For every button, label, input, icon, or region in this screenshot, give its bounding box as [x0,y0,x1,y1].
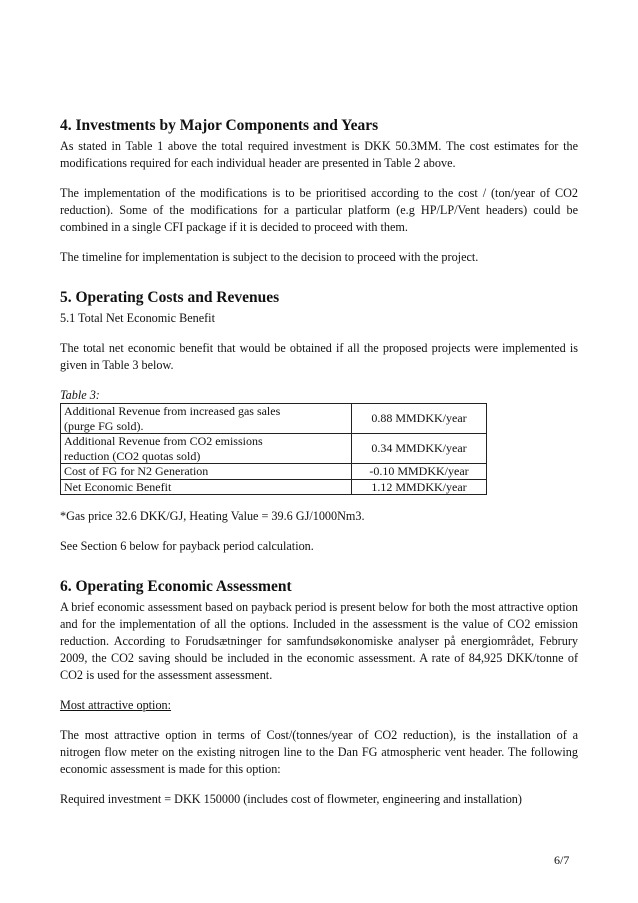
table-cell-value: 1.12 MMDKK/year [352,479,487,495]
table-row [61,434,487,464]
table-row [61,464,487,480]
table-cell-value: 0.34 MMDKK/year [352,434,487,464]
table-row [61,479,487,495]
section-6-paragraph-2: The most attractive option in terms of Cost/(tonnes/year of CO2 reduction), is the installation of a nitrogen flow meter on the existing nitrogen line to the Dan FG atmospheric vent header. The following economic assessment is made for this option: [60,728,578,776]
table-cell-label: Cost of FG for N2 Generation [61,464,352,480]
section-6-heading: 6. Operating Economic Assessment [60,578,292,595]
table-cell-label: Net Economic Benefit [61,479,352,495]
section-5-heading: 5. Operating Costs and Revenues [60,289,280,306]
table-cell-value: 0.88 MMDKK/year [352,404,487,434]
section-4-heading: 4. Investments by Major Components and Years [60,117,379,134]
page-number: 6/7 [554,853,570,867]
section-6-paragraph-1: A brief economic assessment based on payback period is present below for both the most attractive option and for the implementation of all the options. Included in the assessment is the value of CO2 emission reduction. According to Forudsætninger for samfundsøkonomiske analyser på energiområdet, Februry 2009, the CO2 saving should be included in the economic assessment. A rate of 84,925 DKK/tonne of CO2 is used for the assessment assessment. [60,600,578,682]
most-attractive-option-label: Most attractive option: [60,698,172,712]
table-cell-label: Additional Revenue from increased gas sales (purge FG sold). [61,404,352,434]
section-4-paragraph-3: The timeline for implementation is subject to the decision to proceed with the project. [60,250,479,264]
section-5-subheading: 5.1 Total Net Economic Benefit [60,311,215,325]
table-cell-label: Additional Revenue from CO2 emissions reduction (CO2 quotas sold) [61,434,352,464]
section-5-paragraph-1: The total net economic benefit that would be obtained if all the proposed projects were implemented is given in Table 3 below. [60,341,578,372]
section-6-paragraph-3: Required investment = DKK 150000 (includes cost of flowmeter, engineering and installation) [60,792,522,806]
table-cell-value: -0.10 MMDKK/year [352,464,487,480]
gas-price-footnote: *Gas price 32.6 DKK/GJ, Heating Value = 39.6 GJ/1000Nm3. [60,509,365,523]
section-4-paragraph-2: The implementation of the modifications is to be prioritised according to the cost / (ton/year of CO2 reduction). Some of the modifications for a particular platform (e.g HP/LP/Vent headers) could be combined in a single CFI package if it is decided to proceed with them. [60,186,578,234]
section-4-paragraph-1: As stated in Table 1 above the total required investment is DKK 50.3MM. The cost estimates for the modifications required for each individual header are presented in Table 2 above. [60,139,578,170]
document-page [60,116,578,808]
section-5-paragraph-2: See Section 6 below for payback period calculation. [60,539,314,553]
table-row [61,404,487,434]
table-3-caption: Table 3: [60,388,100,402]
table-3 [60,403,487,495]
